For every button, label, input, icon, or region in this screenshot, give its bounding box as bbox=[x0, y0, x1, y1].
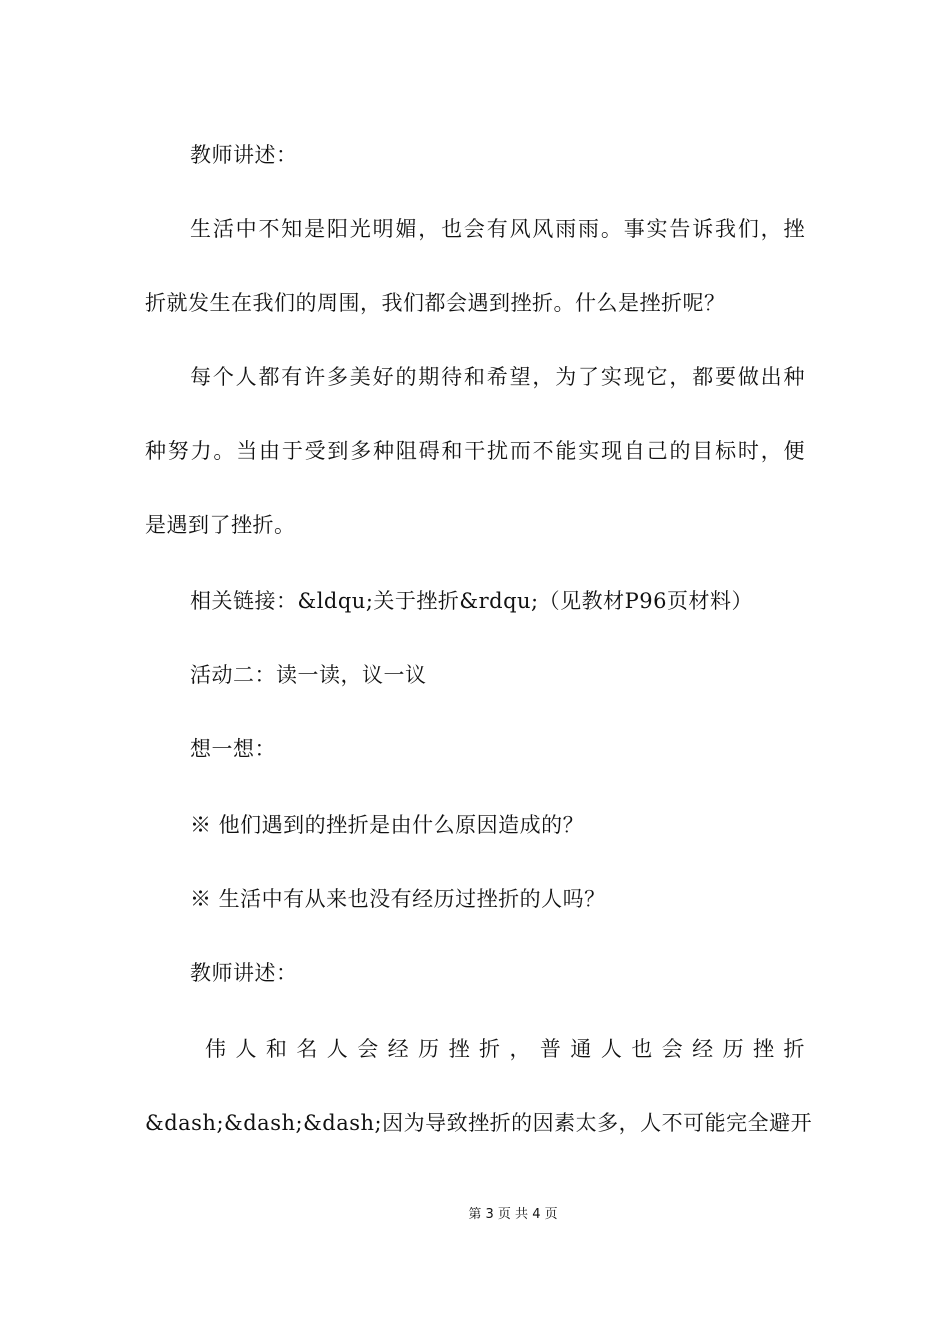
paragraph-line: 是遇到了挫折。 bbox=[145, 513, 296, 537]
paragraph-line: 伟人和名人会经历挫折，普通人也会经历挫折 bbox=[205, 1037, 805, 1061]
paragraph-line: &dash;&dash;&dash;因为导致挫折的因素太多，人不可能完全避开 bbox=[145, 1111, 813, 1135]
question-item: ※ 生活中有从来也没有经历过挫折的人吗？ bbox=[190, 887, 606, 911]
page-number-footer: 第 3 页 共 4 页 bbox=[468, 1207, 558, 1222]
think-heading: 想一想： bbox=[190, 737, 276, 761]
paragraph-line: 生活中不知是阳光明媚，也会有风风雨雨。事实告诉我们，挫 bbox=[190, 217, 805, 241]
paragraph-heading: 教师讲述： bbox=[190, 143, 298, 167]
related-link-line: 相关链接：&ldqu;关于挫折&rdqu;（见教材P96页材料） bbox=[190, 589, 753, 613]
question-item: ※ 他们遇到的挫折是由什么原因造成的？ bbox=[190, 813, 585, 837]
paragraph-heading: 教师讲述： bbox=[190, 961, 298, 985]
paragraph-line: 每个人都有许多美好的期待和希望，为了实现它，都要做出种 bbox=[190, 365, 805, 389]
activity-heading: 活动二：读一读，议一议 bbox=[190, 663, 427, 687]
paragraph-line: 种努力。当由于受到多种阻碍和干扰而不能实现自己的目标时，便 bbox=[145, 439, 805, 463]
paragraph-line: 折就发生在我们的周围，我们都会遇到挫折。什么是挫折呢？ bbox=[145, 291, 726, 315]
